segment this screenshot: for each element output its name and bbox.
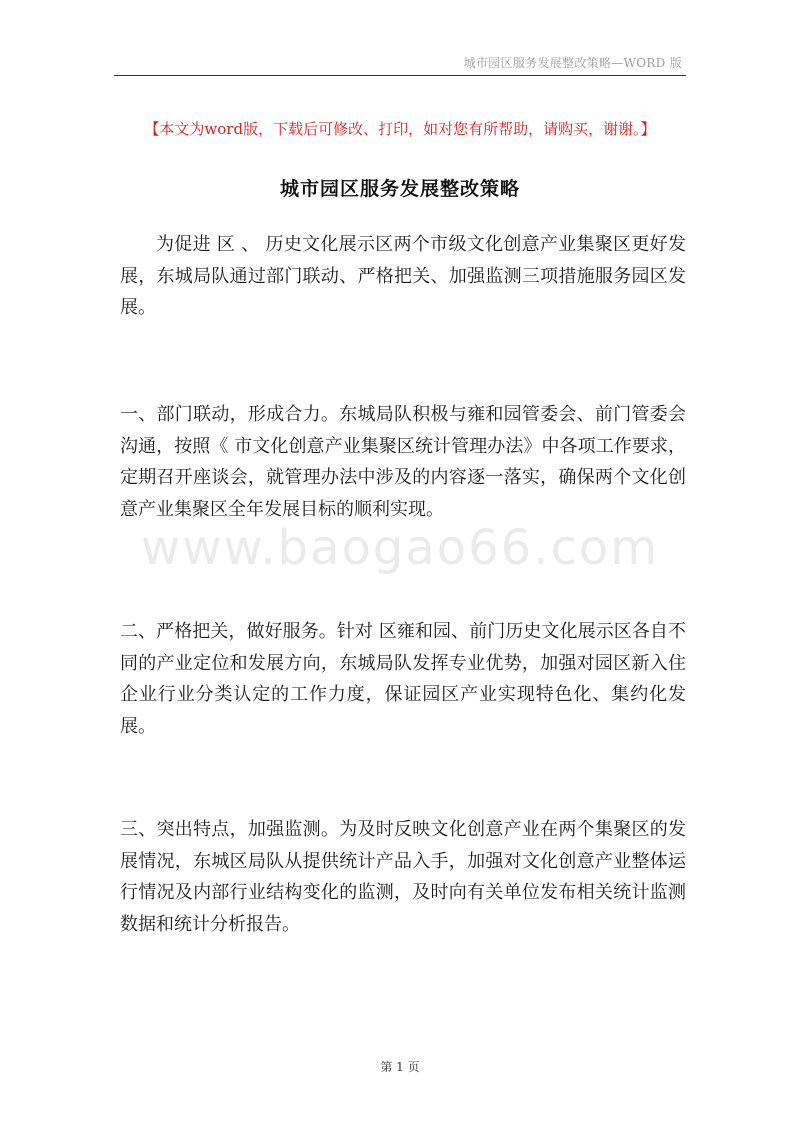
running-header: 城市园区服务发展整改策略—WORD 版	[463, 56, 682, 70]
section-three-paragraph: 三、突出特点，加强监测。为及时反映文化创意产业在两个集聚区的发展情况，东城区局队从提供统计产品入手，加强对文化创意产业整体运行情况及内部行业结构变化的监测，及时向有关单位发布相关统计监测数据和统计分析报告。	[120, 819, 686, 935]
section-two-paragraph: 二、严格把关，做好服务。针对 区雍和园、前门历史文化展示区各自不同的产业定位和发展方向，东城局队发挥专业优势，加强对园区新入住企业行业分类认定的工作力度，保证园区产业实现特色化、集约化发展。	[120, 621, 686, 737]
watermark: www.baogao66.com	[141, 520, 659, 576]
header-divider	[114, 75, 686, 76]
page-number: 第 1 页	[380, 1060, 420, 1074]
intro-paragraph: 为促进 区 、 历史文化展示区两个市级文化创意产业集聚区更好发展，东城局队通过部门联动、严格把关、加强监测三项措施服务园区发展。	[120, 234, 686, 318]
document-title: 城市园区服务发展整改策略	[279, 178, 520, 200]
download-notice: 【本文为word版，下载后可修改、打印，如对您有所帮助，请购买，谢谢。】	[144, 120, 656, 138]
section-one-paragraph: 一、部门联动，形成合力。东城局队积极与雍和园管委会、前门管委会沟通，按照《 市文化创意产业集聚区统计管理办法》中各项工作要求，定期召开座谈会，就管理办法中涉及的内容逐一落实，确保两个文化创意产业集聚区全年发展目标的顺利实现。	[120, 404, 686, 520]
